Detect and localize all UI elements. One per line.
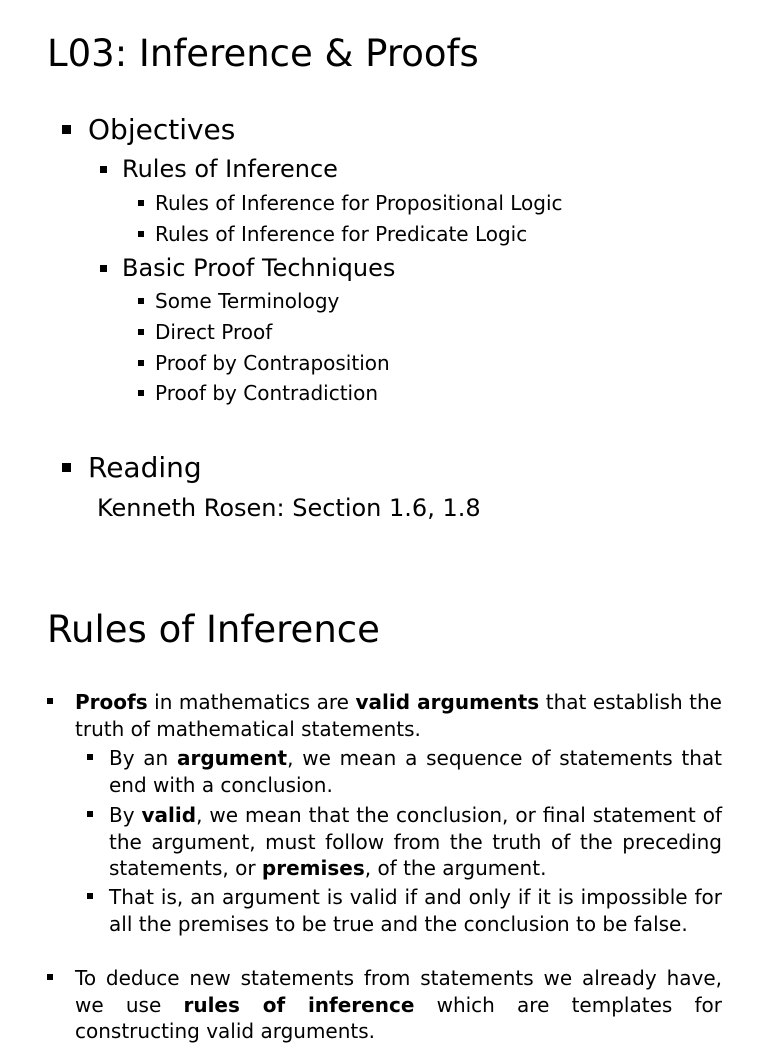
text-run: , of the argument. — [364, 856, 547, 880]
text-run: By — [109, 803, 142, 827]
term-rules-of-inference: rules of inference — [183, 992, 415, 1017]
reading-heading: Reading — [88, 451, 202, 484]
slide-title: L03: Inference & Proofs — [47, 32, 479, 75]
text-run: By an — [109, 746, 177, 770]
bullet-marker — [138, 329, 144, 335]
list-item: Rules of Inference for Predicate Logic — [155, 222, 528, 246]
reading-text: Kenneth Rosen: Section 1.6, 1.8 — [97, 494, 481, 522]
paragraph-valid — [109, 802, 722, 882]
list-item: Rules of Inference for Propositional Logic — [155, 191, 563, 215]
term-argument: argument — [176, 746, 288, 770]
text-run: , we mean that the conclusion, or final statement of the argument, must follow from the truth of the preceding statements, or — [109, 803, 722, 880]
rules-of-inference-item: Rules of Inference — [122, 155, 338, 183]
term-valid: valid — [141, 803, 197, 827]
paragraph-deduce — [75, 965, 722, 1045]
list-item: Proof by Contraposition — [155, 351, 390, 375]
bullet-marker — [47, 974, 53, 980]
bullet-marker — [87, 893, 93, 899]
bullet-marker — [138, 298, 144, 304]
term-proofs: Proofs — [75, 690, 148, 714]
bullet-marker — [47, 698, 53, 704]
list-item: Direct Proof — [155, 320, 273, 344]
bullet-marker — [100, 265, 107, 272]
paragraph-proofs — [75, 689, 722, 742]
bullet-marker — [138, 200, 144, 206]
bullet-marker — [62, 125, 71, 134]
term-premises: premises — [261, 856, 365, 880]
text-run: To deduce new statements from statements we already have, we use — [75, 966, 722, 1017]
paragraph-argument — [109, 745, 722, 798]
objectives-heading: Objectives — [88, 113, 236, 146]
text-run: which are templates for constructing valid arguments. — [75, 992, 722, 1043]
bullet-marker — [138, 360, 144, 366]
paragraph-that-is: That is, an argument is valid if and only if it is impossible for all the premises to be true and the conclusion to be false. — [109, 885, 722, 936]
term-valid-arguments: valid arguments — [355, 690, 540, 714]
text-run: that establish the truth of mathematical statements. — [75, 690, 722, 741]
bullet-marker — [87, 811, 93, 817]
bullet-marker — [62, 463, 71, 472]
slide-title: Rules of Inference — [47, 608, 380, 651]
text-run: in mathematics are — [147, 690, 356, 714]
bullet-marker — [100, 166, 107, 173]
list-item: Some Terminology — [155, 289, 340, 313]
bullet-marker — [138, 390, 144, 396]
bullet-marker — [87, 754, 93, 760]
list-item: Proof by Contradiction — [155, 381, 379, 405]
bullet-marker — [138, 231, 144, 237]
basic-proof-techniques-item: Basic Proof Techniques — [122, 254, 396, 282]
text-run: , we mean a sequence of statements that end with a conclusion. — [109, 746, 722, 797]
